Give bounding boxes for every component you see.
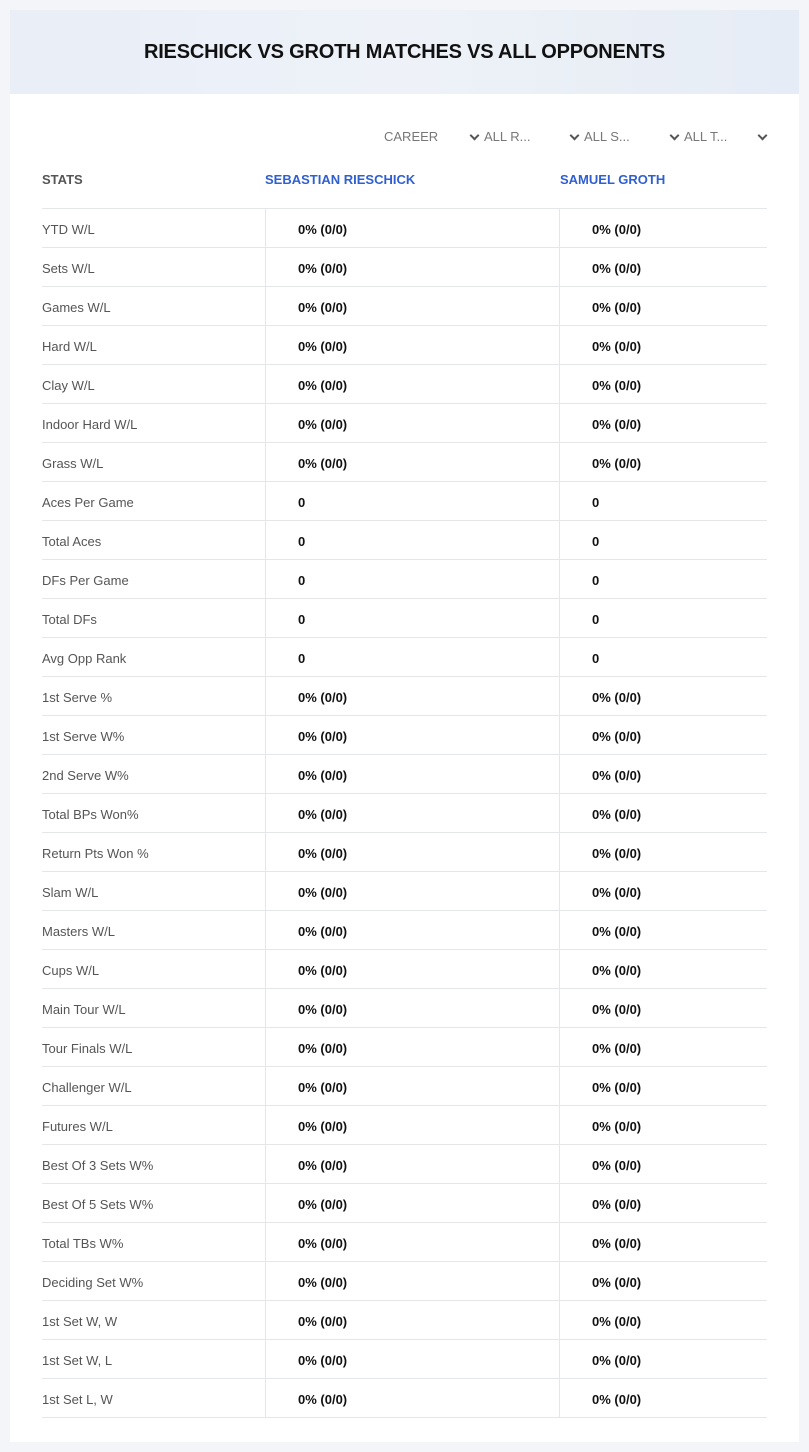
player1-stat-value: 0% (0/0) [265,365,559,403]
table-row [42,287,767,326]
table-row [42,872,767,911]
player2-stat-value: 0% (0/0) [559,677,767,715]
chevron-down-icon [758,131,768,141]
filter-round-label: ALL R... [484,128,531,144]
stat-label: Grass W/L [42,456,104,471]
table-row [42,326,767,365]
table-row [42,560,767,599]
player2-stat-value: 0% (0/0) [559,1379,767,1417]
player1-stat-value: 0% (0/0) [265,404,559,442]
player2-stat-value: 0% (0/0) [559,872,767,910]
table-row [42,521,767,560]
table-row [42,1301,767,1340]
player1-stat-value: 0% (0/0) [265,1223,559,1261]
filter-tournament-label: ALL T... [684,128,728,144]
table-row [42,1379,767,1418]
player1-stat-value: 0% (0/0) [265,1028,559,1066]
player1-stat-value: 0% (0/0) [265,833,559,871]
player1-stat-value: 0% (0/0) [265,677,559,715]
stat-label: 1st Serve W% [42,729,125,744]
player2-stat-value: 0 [559,560,767,598]
stat-label: Clay W/L [42,378,95,393]
stat-label: Hard W/L [42,339,97,354]
player2-stat-value: 0% (0/0) [559,1301,767,1339]
filter-tournament-select[interactable] [682,126,768,146]
player1-stat-value: 0% (0/0) [265,1301,559,1339]
table-row [42,1340,767,1379]
chevron-down-icon [570,131,580,141]
player2-stat-value: 0% (0/0) [559,1145,767,1183]
player2-stat-value: 0% (0/0) [559,989,767,1027]
stat-label: Return Pts Won % [42,846,149,861]
player1-stat-value: 0% (0/0) [265,911,559,949]
stat-label: Total Aces [42,534,102,549]
table-row [42,638,767,677]
player2-stat-value: 0 [559,521,767,559]
player1-stat-value: 0 [265,560,559,598]
stat-label: 1st Set L, W [42,1392,113,1407]
player2-stat-value: 0% (0/0) [559,1262,767,1300]
table-header [42,170,767,190]
table-row [42,1223,767,1262]
stat-label: Indoor Hard W/L [42,417,138,432]
table-row [42,833,767,872]
table-row [42,1028,767,1067]
stat-label: Deciding Set W% [42,1275,144,1290]
player1-stat-value: 0% (0/0) [265,1379,559,1417]
filter-round-select[interactable] [482,126,582,146]
player1-stat-value: 0% (0/0) [265,1106,559,1144]
stat-label: Cups W/L [42,963,100,978]
stats-card [10,10,799,1442]
player1-stat-value: 0% (0/0) [265,209,559,247]
stat-label: Masters W/L [42,924,115,939]
table-row [42,794,767,833]
stat-label: Best Of 3 Sets W% [42,1158,154,1173]
stat-label: 1st Set W, W [42,1314,118,1329]
chevron-down-icon [670,131,680,141]
column-header-stats: STATS [42,172,83,187]
table-row [42,443,767,482]
player1-stat-value: 0% (0/0) [265,716,559,754]
stat-label: Total TBs W% [42,1236,124,1251]
player2-stat-value: 0% (0/0) [559,1028,767,1066]
table-row [42,677,767,716]
player2-stat-value: 0% (0/0) [559,911,767,949]
table-row [42,950,767,989]
stat-label: Sets W/L [42,261,95,276]
table-row [42,482,767,521]
player2-stat-value: 0 [559,482,767,520]
player2-stat-value: 0 [559,599,767,637]
player1-stat-value: 0 [265,521,559,559]
stat-label: Slam W/L [42,885,99,900]
player2-stat-value: 0% (0/0) [559,794,767,832]
stats-table [42,208,767,1418]
filter-period-label: CAREER [384,128,439,144]
player2-stat-value: 0% (0/0) [559,716,767,754]
player1-stat-value: 0% (0/0) [265,1340,559,1378]
stat-label: Avg Opp Rank [42,651,127,666]
filter-surface-select[interactable] [582,126,682,146]
player1-stat-value: 0% (0/0) [265,950,559,988]
table-row [42,1145,767,1184]
stat-label: Total BPs Won% [42,807,139,822]
stat-label: Futures W/L [42,1119,113,1134]
player2-stat-value: 0% (0/0) [559,209,767,247]
player1-stat-value: 0% (0/0) [265,1262,559,1300]
table-row [42,989,767,1028]
player2-stat-value: 0% (0/0) [559,1067,767,1105]
table-row [42,404,767,443]
card-header [10,10,799,94]
stat-label: 1st Set W, L [42,1353,113,1368]
table-row [42,1067,767,1106]
player2-link[interactable]: SAMUEL GROTH [560,172,666,187]
chevron-down-icon [470,131,480,141]
player1-stat-value: 0 [265,638,559,676]
player1-stat-value: 0% (0/0) [265,755,559,793]
player1-stat-value: 0% (0/0) [265,326,559,364]
player1-link[interactable]: SEBASTIAN RIESCHICK [265,172,416,187]
filter-bar [382,126,768,146]
table-row [42,911,767,950]
table-row [42,755,767,794]
stat-label: Challenger W/L [42,1080,132,1095]
player2-stat-value: 0% (0/0) [559,755,767,793]
player1-stat-value: 0% (0/0) [265,248,559,286]
player1-stat-value: 0 [265,482,559,520]
table-row [42,599,767,638]
table-row [42,365,767,404]
player1-stat-value: 0% (0/0) [265,872,559,910]
player2-stat-value: 0 [559,638,767,676]
player2-stat-value: 0% (0/0) [559,365,767,403]
player1-stat-value: 0% (0/0) [265,989,559,1027]
player2-stat-value: 0% (0/0) [559,1223,767,1261]
player2-stat-value: 0% (0/0) [559,833,767,871]
stat-label: 1st Serve % [42,690,113,705]
player2-stat-value: 0% (0/0) [559,443,767,481]
stat-label: Main Tour W/L [42,1002,126,1017]
stat-label: Total DFs [42,612,97,627]
stat-label: Games W/L [42,300,111,315]
player2-stat-value: 0% (0/0) [559,248,767,286]
player1-stat-value: 0 [265,599,559,637]
player2-stat-value: 0% (0/0) [559,404,767,442]
player1-stat-value: 0% (0/0) [265,443,559,481]
stat-label: 2nd Serve W% [42,768,129,783]
player1-stat-value: 0% (0/0) [265,794,559,832]
player2-stat-value: 0% (0/0) [559,1340,767,1378]
table-row [42,1184,767,1223]
table-row [42,209,767,248]
table-row [42,1262,767,1301]
player1-stat-value: 0% (0/0) [265,1184,559,1222]
table-row [42,248,767,287]
filter-surface-label: ALL S... [584,128,630,144]
filter-period-select[interactable] [382,126,482,146]
player2-stat-value: 0% (0/0) [559,950,767,988]
stat-label: DFs Per Game [42,573,129,588]
player1-stat-value: 0% (0/0) [265,287,559,325]
player1-stat-value: 0% (0/0) [265,1145,559,1183]
page-title: RIESCHICK VS GROTH MATCHES VS ALL OPPONENTS [143,40,666,63]
stat-label: Tour Finals W/L [42,1041,133,1056]
player2-stat-value: 0% (0/0) [559,326,767,364]
player1-stat-value: 0% (0/0) [265,1067,559,1105]
table-row [42,716,767,755]
player2-stat-value: 0% (0/0) [559,1106,767,1144]
player2-stat-value: 0% (0/0) [559,287,767,325]
stat-label: YTD W/L [42,222,95,237]
player2-stat-value: 0% (0/0) [559,1184,767,1222]
stat-label: Best Of 5 Sets W% [42,1197,154,1212]
table-row [42,1106,767,1145]
stat-label: Aces Per Game [42,495,134,510]
